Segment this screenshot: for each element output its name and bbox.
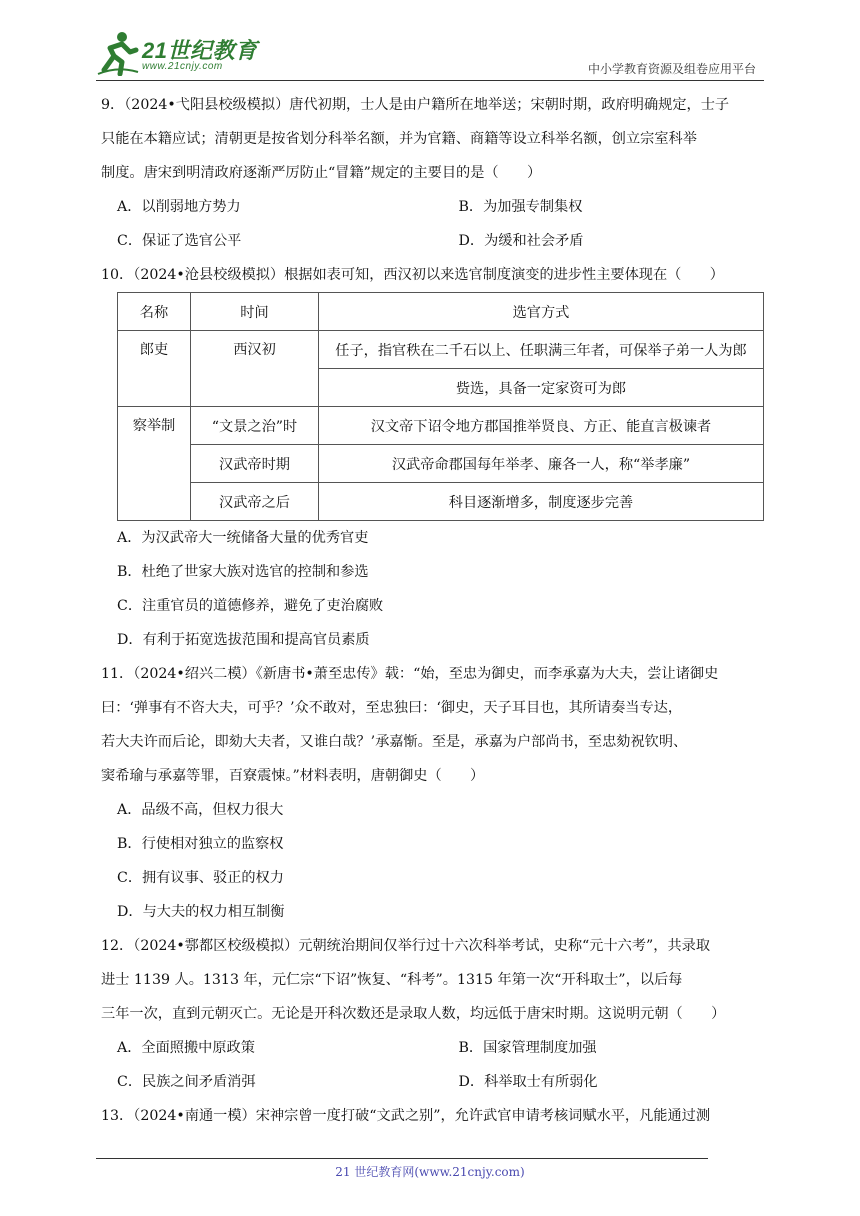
question-text-line: 13．（2024•南通一模）宋神宗曾一度打破“文武之别”，允许武官申请考核词赋水平，凡能通过测	[101, 1108, 711, 1124]
table-cell-method: 任子，指官秩在二千石以上、任职满三年者，可保举子弟一人为郎	[319, 331, 764, 369]
table-cell-name: 郎吏	[118, 331, 191, 407]
logo-url: www.21cnjy.com	[142, 61, 223, 72]
option-a[interactable]: A．品级不高，但权力很大	[117, 802, 284, 818]
table-header-row	[118, 293, 764, 331]
question-10	[101, 258, 764, 657]
question-text-line: 三年一次，直到元朝灭亡。无论是开科次数还是录取人数，均远低于唐宋时期。这说明元朝（ ）	[101, 1006, 726, 1022]
header-divider	[96, 80, 764, 81]
question-text-line: 9．（2024•弋阳县校级模拟）唐代初期，士人是由户籍所在地举送；宋朝时期，政府明确规定，士子	[101, 97, 730, 113]
question-text-line: 只能在本籍应试；清朝更是按省划分科举名额，并为官籍、商籍等设立科举名额，创立宗室科举	[101, 131, 697, 147]
table-cell-method: 汉武帝命郡国每年举孝、廉各一人，称“举孝廉”	[319, 445, 764, 483]
runner-logo-icon	[96, 30, 140, 76]
option-b[interactable]: B．为加强专制集权	[458, 199, 583, 215]
option-a[interactable]: A．以削弱地方势力	[117, 199, 241, 215]
table-header-cell: 选官方式	[319, 293, 764, 331]
option-a[interactable]: A．为汉武帝大一统储备大量的优秀官吏	[117, 530, 369, 546]
option-d[interactable]: D．有利于拓宽选拔范围和提高官员素质	[117, 632, 370, 648]
question-text-line: 制度。唐宋到明清政府逐渐严厉防止“冒籍”规定的主要目的是（ ）	[101, 165, 542, 181]
question-text-line: 12．（2024•鄠都区校级模拟）元朝统治期间仅举行过十六次科举考试，史称“元十六考”，共录取	[101, 938, 711, 954]
table-cell-time: 西汉初	[191, 331, 319, 407]
question-11	[101, 657, 764, 929]
table-row	[118, 445, 764, 483]
option-b[interactable]: B．国家管理制度加强	[458, 1040, 597, 1056]
option-c[interactable]: C．注重官员的道德修养，避免了吏治腐败	[117, 598, 384, 614]
table-cell-name: 察举制	[118, 407, 191, 521]
option-b[interactable]: B．杜绝了世家大族对选官的控制和参选	[117, 564, 369, 580]
question-text-line: 窦希瑜与承嘉等罪，百寮震悚。”材料表明，唐朝御史（ ）	[101, 768, 485, 784]
table-row	[118, 331, 764, 369]
table-cell-method: 汉文帝下诏令地方郡国推举贤良、方正、能直言极谏者	[319, 407, 764, 445]
option-a[interactable]: A．全面照搬中原政策	[117, 1040, 255, 1056]
question-text-line: 进士 1139 人。1313 年，元仁宗“下诏”恢复、“科考”。1315 年第一次“开科取士”，以后每	[101, 972, 683, 988]
footer-divider	[96, 1158, 708, 1159]
question-text-line: 10．（2024•沧县校级模拟）根据如表可知，西汉初以来选官制度演变的进步性主要体现在（ ）	[101, 267, 724, 283]
selection-system-table	[117, 292, 764, 521]
table-row	[118, 483, 764, 521]
page-footer[interactable]: 21 世纪教育网(www.21cnjy.com)	[335, 1165, 525, 1179]
header-platform-name: 中小学教育资源及组卷应用平台	[587, 62, 756, 76]
question-12	[101, 929, 764, 1099]
option-d[interactable]: D．与大夫的权力相互制衡	[117, 904, 285, 920]
question-9	[101, 88, 764, 258]
table-cell-method: 科目逐渐增多，制度逐步完善	[319, 483, 764, 521]
option-c[interactable]: C．民族之间矛盾消弭	[117, 1074, 256, 1090]
question-list	[101, 88, 764, 1133]
option-b[interactable]: B．行使相对独立的监察权	[117, 836, 284, 852]
table-cell-time: “文景之治”时	[191, 407, 319, 445]
logo-text: 21世纪教育	[142, 38, 258, 63]
table-cell-time: 汉武帝之后	[191, 483, 319, 521]
table-row	[118, 407, 764, 445]
option-d[interactable]: D．为缓和社会矛盾	[458, 233, 584, 249]
question-text-line: 若大夫许而后论，即劾大夫者，又谁白哉？’承嘉惭。至是，承嘉为户部尚书，至忠劾祝钦明、	[101, 734, 688, 750]
table-cell-method: 赀选，具备一定家资可为郎	[319, 369, 764, 407]
table-cell-time: 汉武帝时期	[191, 445, 319, 483]
table-header-cell: 时间	[191, 293, 319, 331]
option-c[interactable]: C．保证了选官公平	[117, 233, 242, 249]
question-text-line: 11．（2024•绍兴二模）《新唐书•萧至忠传》载：“始，至忠为御史，而李承嘉为大夫，尝让诸御史	[101, 666, 719, 682]
table-header-cell: 名称	[118, 293, 191, 331]
option-d[interactable]: D．科举取士有所弱化	[458, 1074, 598, 1090]
page-header	[96, 28, 764, 80]
question-13	[101, 1099, 764, 1133]
logo[interactable]	[96, 28, 296, 80]
option-c[interactable]: C．拥有议事、驳正的权力	[117, 870, 284, 886]
question-text-line: 曰：‘弹事有不咨大夫，可乎？’众不敢对，至忠独曰：‘御史，天子耳目也，其所请奏当专达，	[101, 700, 683, 716]
